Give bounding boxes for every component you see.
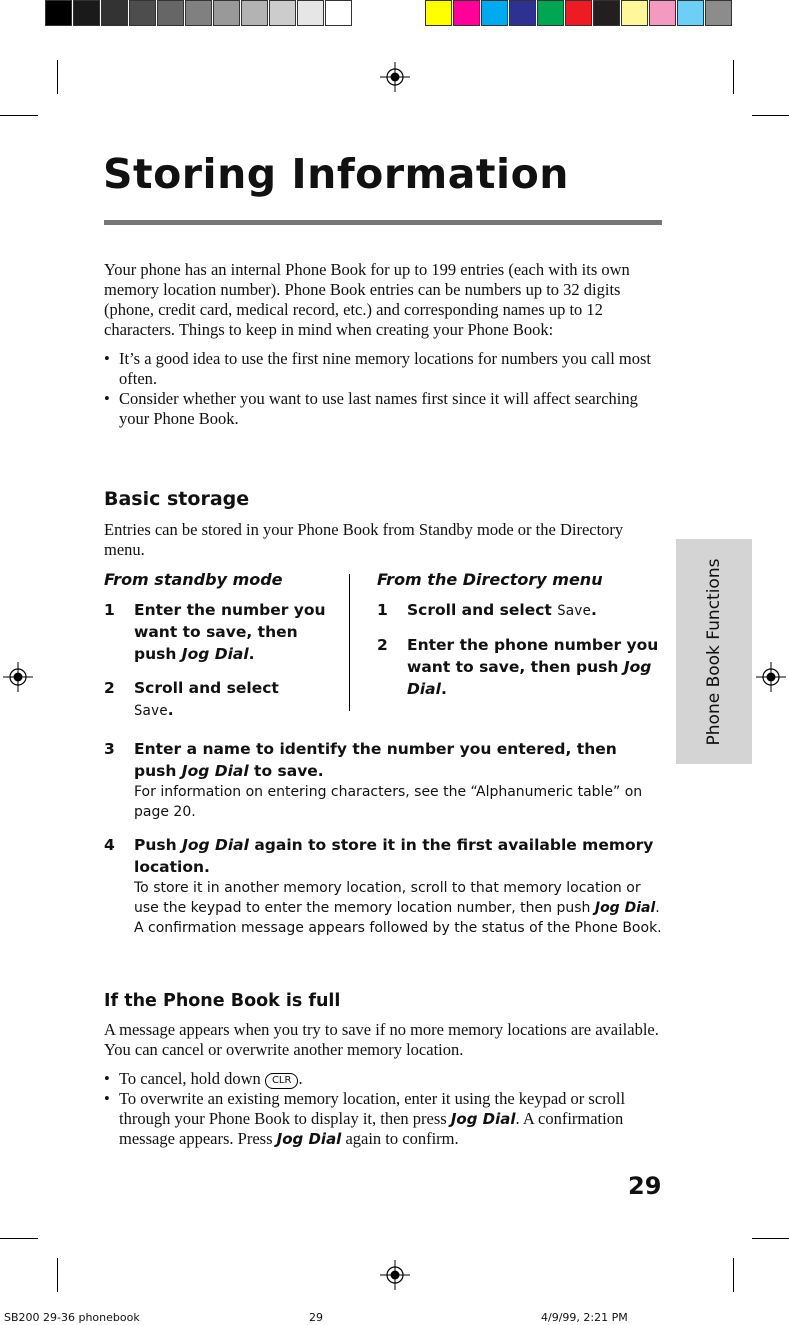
slug-page: 29	[309, 1311, 323, 1324]
step-note	[134, 878, 664, 938]
step-end: .	[440, 680, 447, 698]
crop-mark	[733, 1258, 734, 1292]
color-swatch	[593, 0, 620, 26]
crop-mark	[57, 1258, 58, 1292]
clr-key-icon: CLR	[265, 1073, 299, 1089]
jog-dial-term: Jog Dial	[594, 900, 656, 916]
jog-dial-term: Jog Dial	[182, 836, 249, 854]
color-swatch	[73, 0, 100, 26]
jog-dial-term: Jog Dial	[276, 1130, 342, 1148]
page-number: 29	[628, 1172, 662, 1200]
step-text: Scroll and select	[134, 679, 279, 697]
bullet-mid: . A confirmation message appears. Press	[119, 1109, 624, 1148]
color-swatch	[325, 0, 352, 26]
color-swatch	[45, 0, 72, 26]
step-pre: Push	[134, 836, 183, 854]
color-swatch	[213, 0, 240, 26]
step-number: 3	[104, 740, 115, 758]
color-swatch	[185, 0, 212, 26]
color-swatch	[129, 0, 156, 26]
color-swatch	[101, 0, 128, 26]
basic-storage-heading: Basic storage	[104, 488, 250, 510]
color-calibration-bar	[425, 0, 733, 28]
steps-continued	[104, 738, 664, 938]
color-swatch	[269, 0, 296, 26]
standby-column	[104, 570, 334, 722]
crop-mark	[752, 1238, 789, 1239]
standby-step-1	[104, 599, 334, 665]
intro-bullet: • Consider whether you want to use last names first since it will affect searching your Phone Book.	[104, 389, 664, 429]
step-3	[104, 738, 664, 822]
standby-heading: From standby mode	[104, 570, 283, 589]
step-text: again to store it in the first available memory location.	[134, 836, 654, 876]
color-swatch	[453, 0, 480, 26]
crop-mark	[752, 115, 789, 116]
bullet-end: again to confirm.	[341, 1129, 459, 1148]
step-number: 2	[377, 636, 388, 654]
intro-section	[104, 260, 664, 429]
jog-dial-term: Jog Dial	[181, 762, 249, 780]
phone-book-full-heading: If the Phone Book is full	[104, 991, 341, 1011]
step-end: to save.	[248, 762, 324, 780]
step-number: 2	[104, 679, 115, 697]
column-divider	[349, 574, 350, 711]
color-swatch	[649, 0, 676, 26]
step-text: Scroll and select	[407, 601, 558, 619]
step-text: Enter the phone number you want to save, then push	[407, 636, 659, 676]
step-end: .	[590, 601, 597, 619]
note-post: . A confirmation message appears followed by the status of the Phone Book.	[134, 900, 662, 936]
step-text: Enter the number you want to save, then push	[134, 601, 326, 663]
save-menu-term: Save	[557, 603, 591, 619]
jog-dial-term: Jog Dial	[450, 1110, 516, 1128]
color-swatch	[297, 0, 324, 26]
directory-heading: From the Directory menu	[377, 570, 603, 589]
color-swatch	[481, 0, 508, 26]
step-number: 1	[377, 601, 388, 619]
jog-dial-term: Jog Dial	[181, 645, 249, 663]
color-swatch	[705, 0, 732, 26]
basic-storage-paragraph: Entries can be stored in your Phone Book from Standby mode or the Directory menu.	[104, 520, 624, 559]
color-swatch	[241, 0, 268, 26]
directory-step-1	[377, 599, 667, 622]
step-4	[104, 834, 664, 938]
registration-mark-icon	[380, 62, 410, 92]
step-end: .	[248, 645, 255, 663]
slug-filename: SB200 29-36 phonebook	[4, 1311, 140, 1324]
step-number: 1	[104, 601, 115, 619]
standby-step-2	[104, 677, 334, 722]
note-pre: To store it in another memory location, scroll to that memory location or use the keypad to enter the memory location number, then push	[134, 880, 641, 916]
bullet-end: .	[298, 1069, 303, 1088]
crop-mark	[0, 115, 38, 116]
side-tab-label: Phone Book Functions	[704, 558, 724, 745]
color-swatch	[677, 0, 704, 26]
step-end: .	[167, 701, 174, 719]
gray-calibration-bar	[45, 0, 353, 28]
crop-mark	[0, 1238, 38, 1239]
save-menu-term: Save	[134, 703, 168, 719]
intro-paragraph: Your phone has an internal Phone Book for up to 199 entries (each with its own memory location number). Phone Book entries can be numbers up to 32 digits (phone, credit card, medical record, etc.) and corresponding names up to 12 characters. Things to keep in mind when creating your Phone Book:	[104, 260, 630, 339]
crop-mark	[57, 60, 58, 94]
step-number: 4	[104, 836, 115, 854]
step-note: For information on entering characters, see the “Alphanumeric table” on page 20.	[134, 784, 643, 820]
directory-step-2	[377, 634, 667, 700]
title-rule	[104, 220, 662, 225]
registration-mark-icon	[380, 1260, 410, 1290]
color-swatch	[537, 0, 564, 26]
color-swatch	[565, 0, 592, 26]
directory-column	[377, 570, 667, 700]
full-paragraph: A message appears when you try to save if no more memory locations are available. You can cancel or overwrite another memory location.	[104, 1020, 659, 1059]
crop-mark	[733, 60, 734, 94]
color-swatch	[157, 0, 184, 26]
jog-dial-term: Jog Dial	[407, 658, 652, 698]
slug-date: 4/9/99, 2:21 PM	[541, 1311, 628, 1324]
registration-mark-icon	[3, 662, 33, 692]
phone-book-full-section	[104, 1020, 664, 1149]
bullet-text: To cancel, hold down	[119, 1069, 265, 1088]
page-title: Storing Information	[103, 150, 569, 198]
color-swatch	[621, 0, 648, 26]
color-swatch	[509, 0, 536, 26]
intro-bullet: • It’s a good idea to use the first nine memory locations for numbers you call most often.	[104, 349, 664, 389]
full-bullet-overwrite	[104, 1089, 664, 1149]
registration-mark-icon	[756, 662, 786, 692]
step-text: Enter a name to identify the number you entered, then push	[134, 740, 617, 780]
color-swatch	[425, 0, 452, 26]
full-bullet-cancel	[104, 1069, 664, 1089]
section-side-tab	[676, 539, 752, 764]
bullet-text: To overwrite an existing memory location, enter it using the keypad or scroll through your Phone Book to display it, then press	[119, 1089, 626, 1128]
